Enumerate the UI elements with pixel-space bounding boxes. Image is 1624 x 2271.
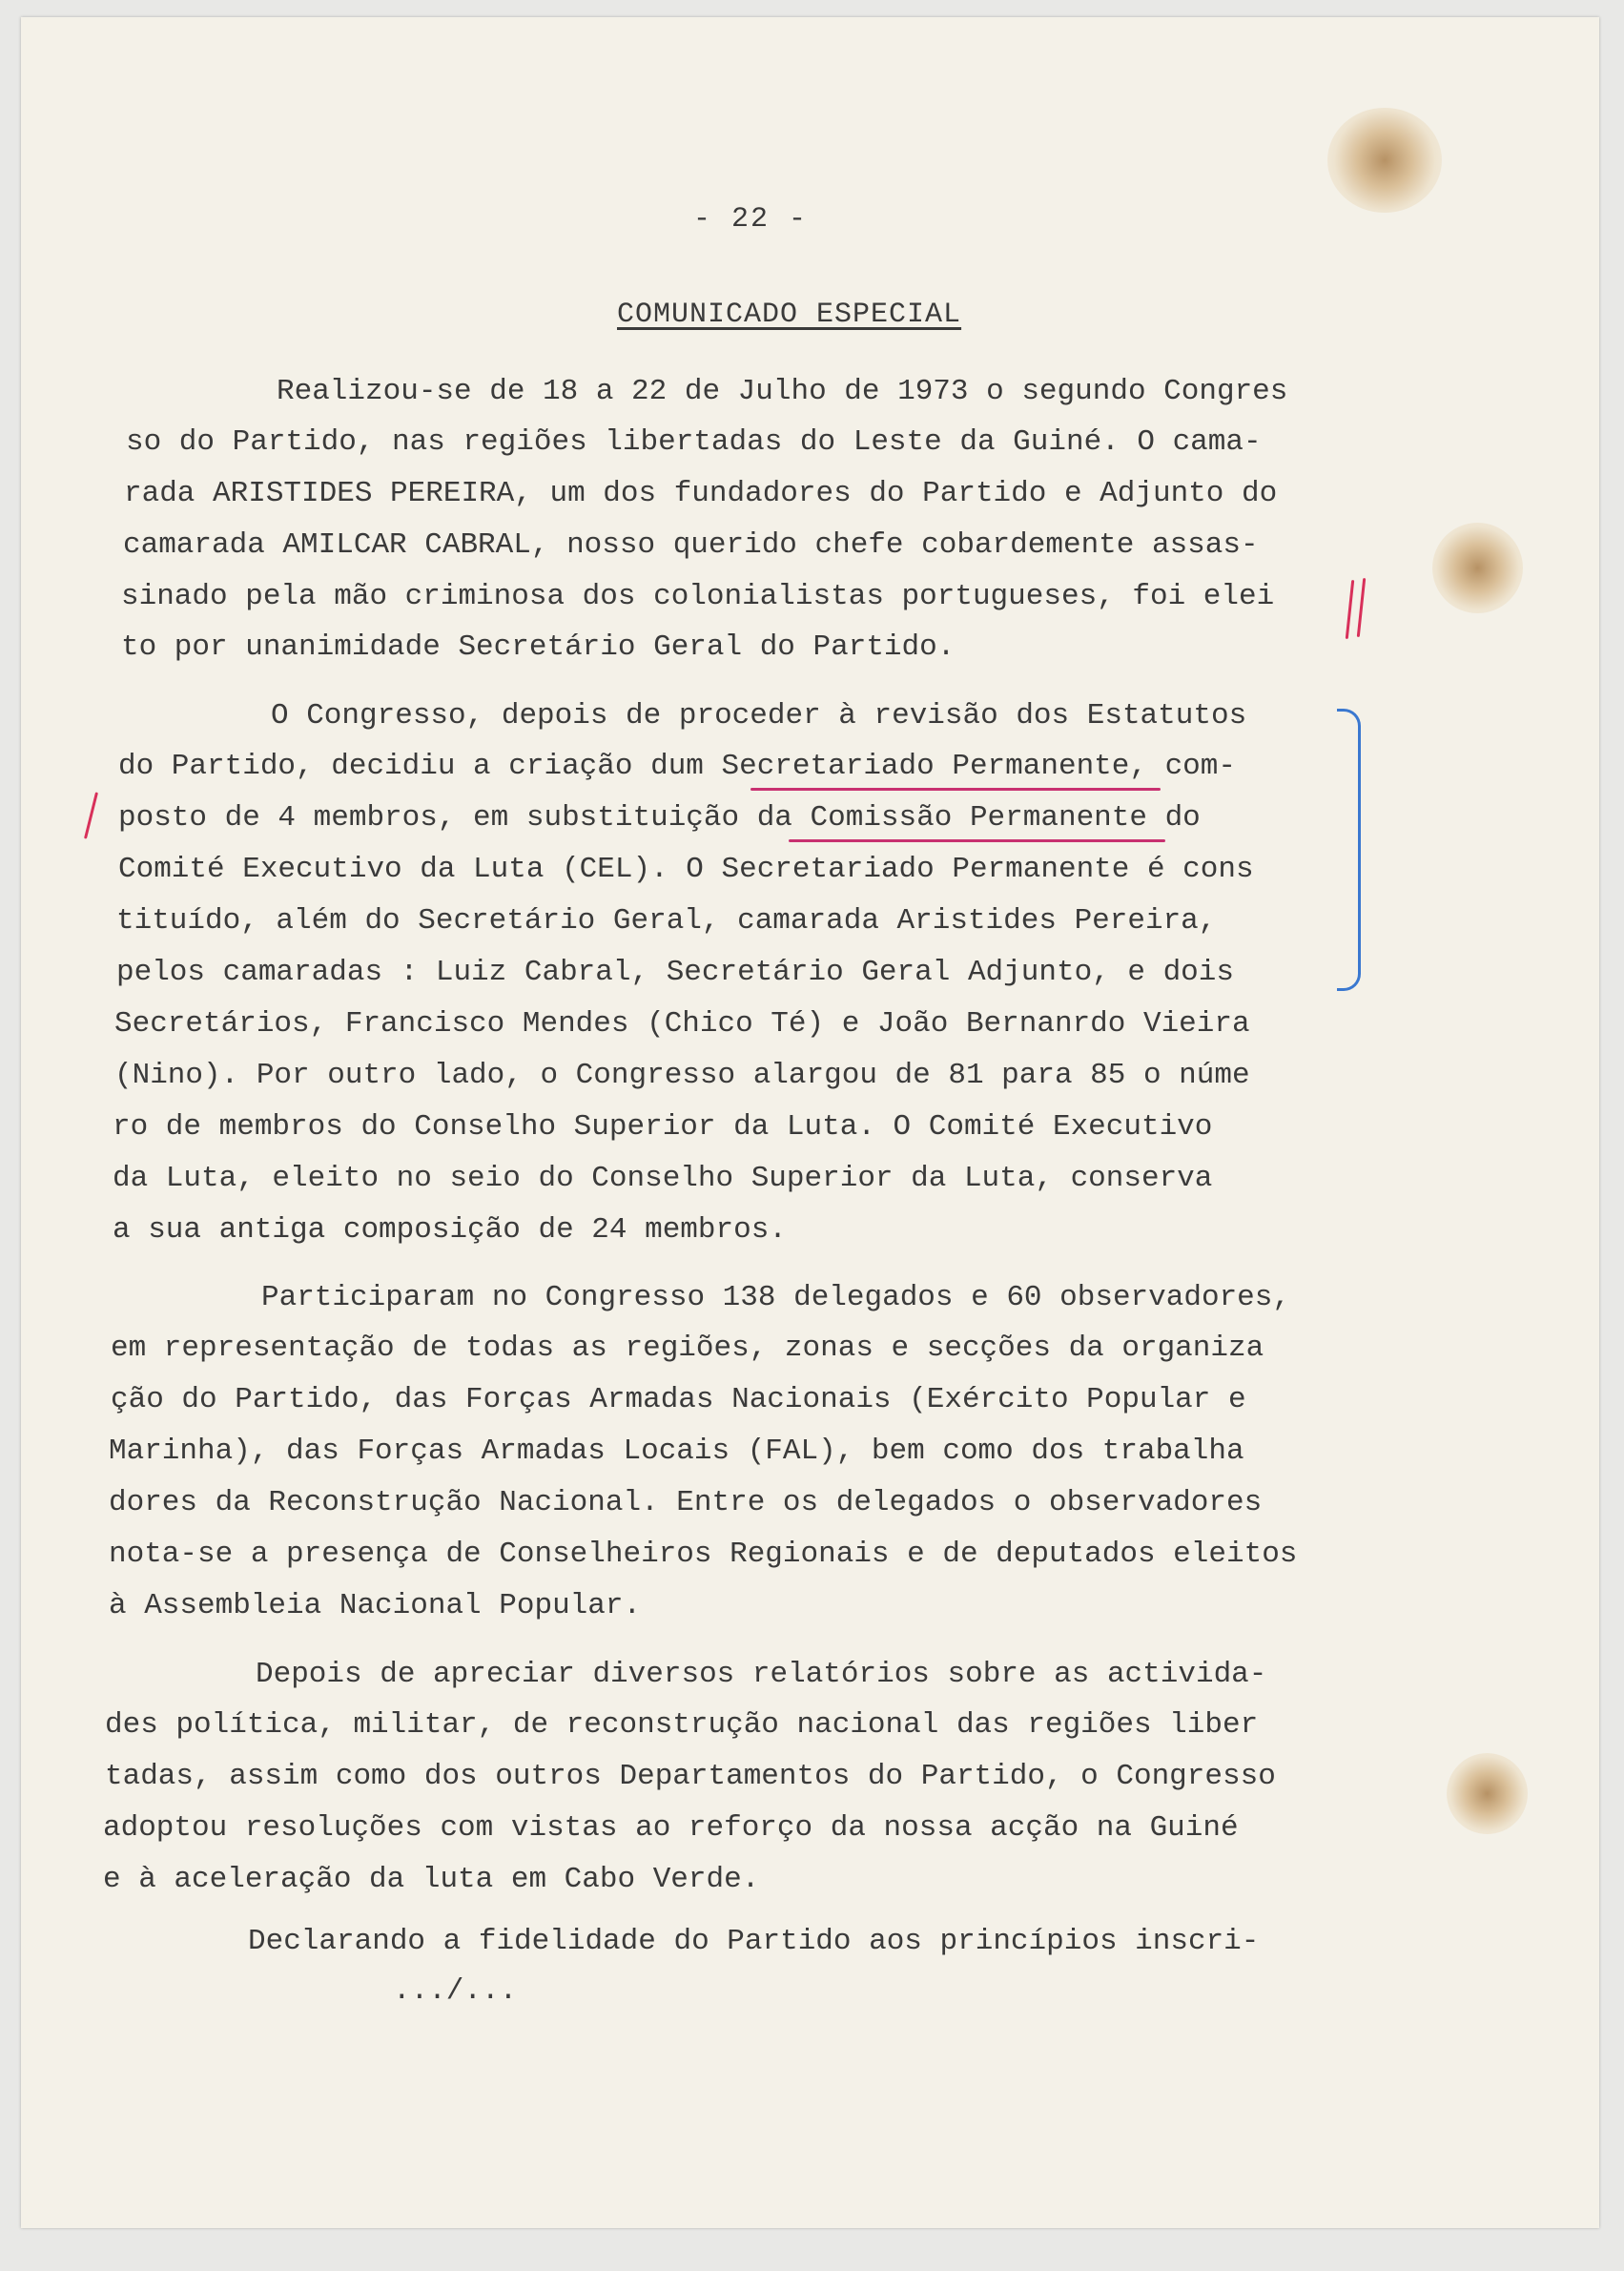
text-line: à Assembleia Nacional Popular. — [109, 1589, 642, 1622]
text-line: Declarando a fidelidade do Partido aos princípios inscri- — [248, 1925, 1260, 1958]
text-line: a sua antiga composição de 24 membros. — [113, 1213, 787, 1247]
text-line: posto de 4 membros, em substituição da Comissão Permanente do — [118, 801, 1201, 835]
text-line: nota-se a presença de Conselheiros Regionais e de deputados eleitos — [109, 1538, 1298, 1571]
page-number: - 22 - — [693, 203, 809, 236]
margin-bracket — [1337, 709, 1361, 991]
text-line: Comité Executivo da Luta (CEL). O Secretariado Permanente é cons — [118, 853, 1254, 886]
text-line: to por unanimidade Secretário Geral do Partido. — [121, 630, 956, 664]
text-line: des política, militar, de reconstrução nacional das regiões liber — [105, 1708, 1259, 1742]
text-line: tituído, além do Secretário Geral, camarada Aristides Pereira, — [116, 904, 1217, 938]
text-line: tadas, assim como dos outros Departamentos do Partido, o Congresso — [105, 1760, 1276, 1793]
text-line: Secretários, Francisco Mendes (Chico Té) e João Bernanrdo Vieira — [114, 1007, 1250, 1041]
text-line: pelos camaradas : Luiz Cabral, Secretário Geral Adjunto, e dois — [116, 956, 1234, 989]
text-line: da Luta, eleito no seio do Conselho Superior da Luta, conserva — [113, 1162, 1213, 1195]
handwritten-underline — [789, 839, 1165, 842]
text-line: O Congresso, depois de proceder à revisão dos Estatutos — [271, 699, 1247, 733]
page-title: COMUNICADO ESPECIAL — [617, 299, 962, 331]
text-line: Realizou-se de 18 a 22 de Julho de 1973 o segundo Congres — [277, 375, 1288, 408]
text-line: so do Partido, nas regiões libertadas do Leste da Guiné. O cama- — [126, 425, 1262, 459]
text-line: (Nino). Por outro lado, o Congresso alargou de 81 para 85 o núme — [114, 1059, 1250, 1092]
text-line: Depois de apreciar diversos relatórios sobre as activida- — [256, 1658, 1267, 1691]
text-line: Participaram no Congresso 138 delegados e 60 observadores, — [261, 1281, 1290, 1314]
text-line: ro de membros do Conselho Superior da Luta. O Comité Executivo — [113, 1110, 1213, 1144]
document-body — [21, 17, 1599, 2228]
document-page — [21, 17, 1599, 2228]
text-line: dores da Reconstrução Nacional. Entre os delegados o observadores — [109, 1486, 1263, 1519]
text-line: do Partido, decidiu a criação dum Secretariado Permanente, com- — [118, 750, 1236, 783]
text-line: adoptou resoluções com vistas ao reforço da nossa acção na Guiné — [103, 1811, 1239, 1845]
text-line: e à aceleração da luta em Cabo Verde. — [103, 1863, 760, 1896]
text-line: em representação de todas as regiões, zonas e secções da organiza — [111, 1332, 1264, 1365]
text-line: Marinha), das Forças Armadas Locais (FAL), bem como dos trabalha — [109, 1435, 1244, 1468]
text-line: .../... — [393, 1974, 518, 2008]
text-line: sinado pela mão criminosa dos colonialistas portugueses, foi elei — [121, 580, 1275, 613]
text-line: rada ARISTIDES PEREIRA, um dos fundadores do Partido e Adjunto do — [124, 477, 1278, 510]
text-line: ção do Partido, das Forças Armadas Nacionais (Exército Popular e — [111, 1383, 1246, 1416]
text-line: camarada AMILCAR CABRAL, nosso querido chefe cobardemente assas- — [123, 528, 1259, 562]
handwritten-underline — [750, 788, 1161, 791]
